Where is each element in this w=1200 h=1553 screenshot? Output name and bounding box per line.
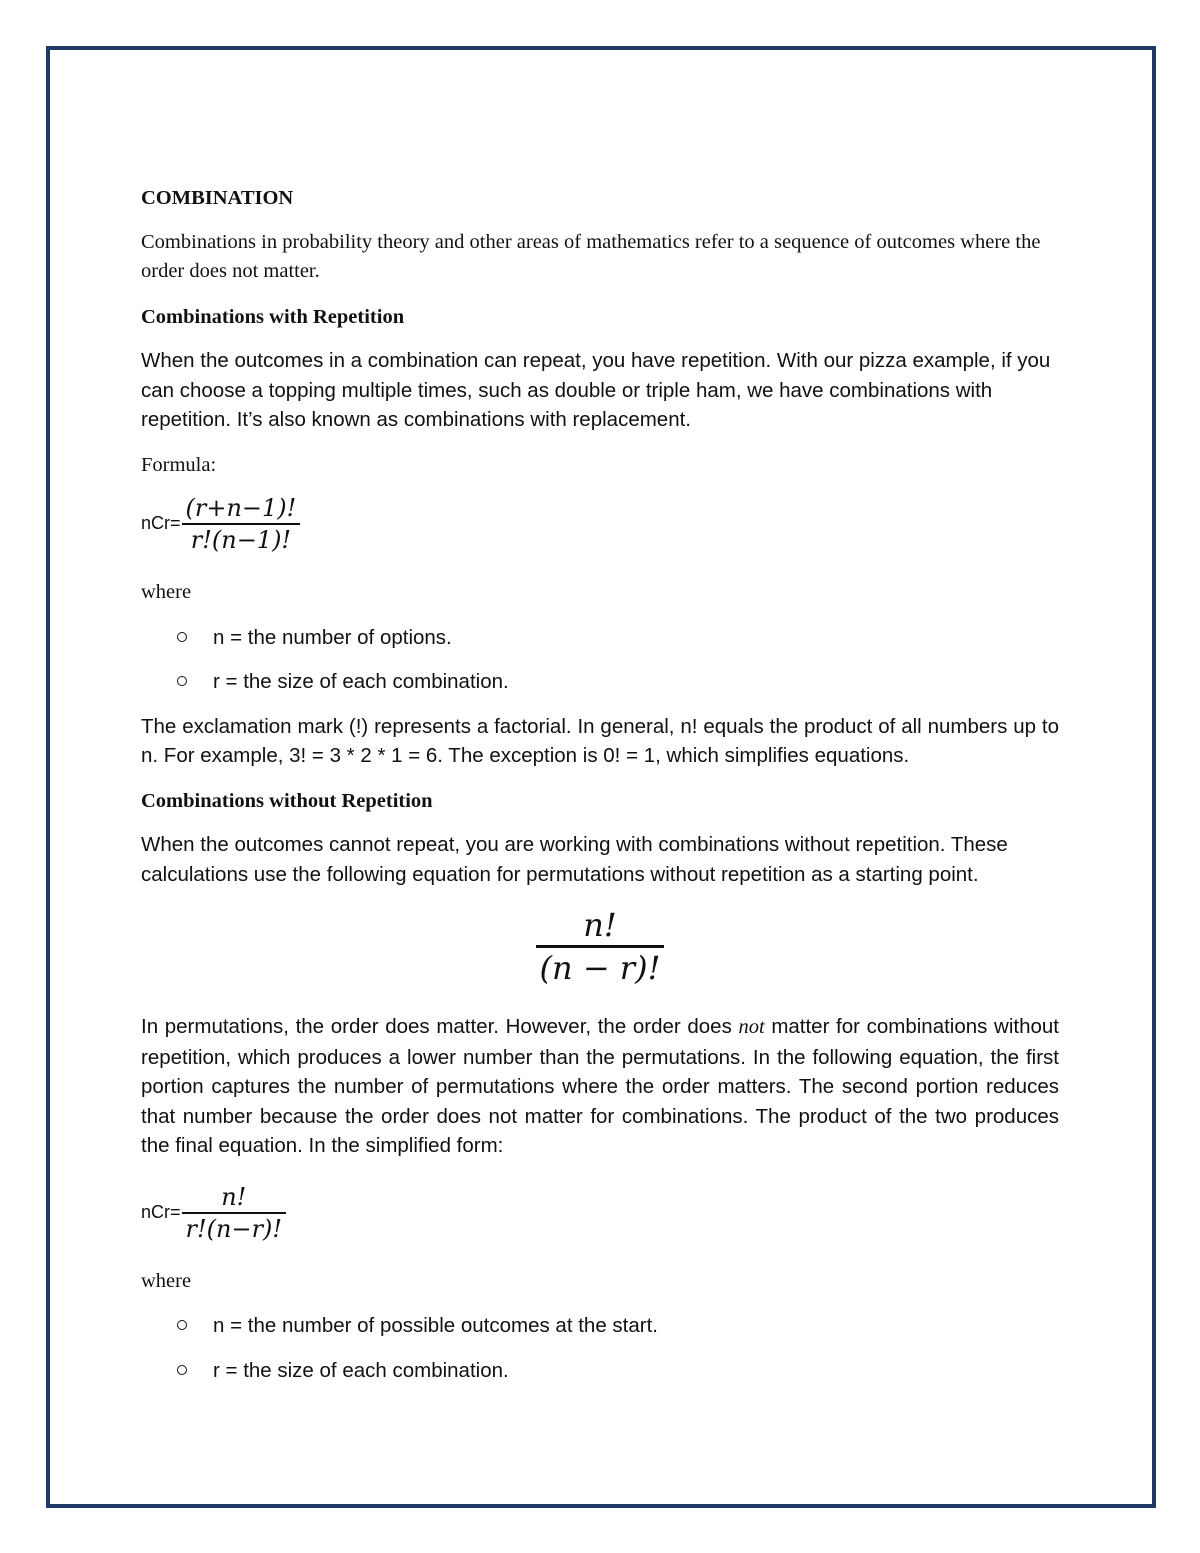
variable-list — [141, 623, 1059, 697]
list-item-text: r = the size of each combination. — [213, 670, 509, 693]
formula-fraction — [182, 1182, 287, 1244]
page-title: COMBINATION — [141, 187, 294, 209]
formula-denominator: r!(n−1)! — [190, 526, 292, 554]
hollow-bullet-icon — [177, 676, 187, 686]
emphasis-not: not — [738, 1016, 765, 1038]
where-label: where — [141, 581, 192, 603]
hollow-bullet-icon — [177, 1320, 187, 1330]
intro-paragraph: Combinations in probability theory and other areas of mathematics refer to a sequence of outcomes where the order does not matter. — [141, 230, 1041, 282]
list-item — [141, 667, 1059, 697]
list-item-text: r = the size of each combination. — [213, 1358, 509, 1382]
permutation-denominator: (n − r)! — [539, 949, 661, 987]
explanation-text-1: In permutations, the order does matter. However, the order does — [141, 1015, 739, 1038]
hollow-bullet-icon — [177, 1365, 187, 1375]
variable-list — [141, 1311, 1059, 1385]
list-item-text: n = the number of possible outcomes at the start. — [213, 1314, 658, 1337]
formula-numerator: (r+n−1)! — [185, 494, 297, 522]
formula-with-repetition — [141, 488, 1059, 560]
formula-label: Formula: — [141, 453, 217, 476]
permutation-formula — [141, 905, 1059, 988]
explanation-text-2: matter for combinations without repetition, which produces a lower number than the permutations. In the following equation, the first portion captures the number of permutations where the order matters. The second portion reduces that number because the order does not matter for combinations. The product of the two produces the final equation. In the simplified form: — [141, 1015, 1060, 1157]
heading-with-repetition: Combinations with Repetition — [141, 305, 405, 328]
without-repetition-paragraph: When the outcomes cannot repeat, you are working with combinations without repetition. These calculations use the following equation for permutations without repetition as a starting point. — [141, 833, 1008, 886]
list-item — [141, 1356, 1059, 1386]
heading-without-repetition: Combinations without Repetition — [141, 789, 433, 812]
formula-lhs: nCr= — [141, 513, 181, 534]
explanation-paragraph — [141, 1012, 1059, 1161]
hollow-bullet-icon — [177, 632, 187, 642]
formula-denominator: r!(n−r)! — [185, 1214, 283, 1243]
document-body — [141, 184, 1059, 1400]
formula-lhs: nCr= — [141, 1201, 181, 1222]
with-repetition-paragraph: When the outcomes in a combination can repeat, you have repetition. With our pizza example, if you can choose a topping multiple times, such as double or triple ham, we have combinations with repetition. It’s also known as combinations with replacement. — [141, 349, 1051, 431]
list-item — [141, 623, 1059, 653]
permutation-numerator: n! — [583, 906, 617, 944]
formula-numerator: n! — [221, 1182, 247, 1211]
factorial-note: The exclamation mark (!) represents a factorial. In general, n! equals the product of all numbers up to n. For example, 3! = 3 * 2 * 1 = 6. The exception is 0! = 1, which simplifies equations. — [141, 714, 1059, 767]
where-label: where — [141, 1269, 192, 1292]
formula-fraction — [182, 493, 301, 555]
list-item — [141, 1311, 1059, 1341]
list-item-text: n = the number of options. — [213, 625, 452, 649]
formula-without-repetition — [141, 1177, 1059, 1249]
permutation-fraction — [536, 905, 665, 988]
